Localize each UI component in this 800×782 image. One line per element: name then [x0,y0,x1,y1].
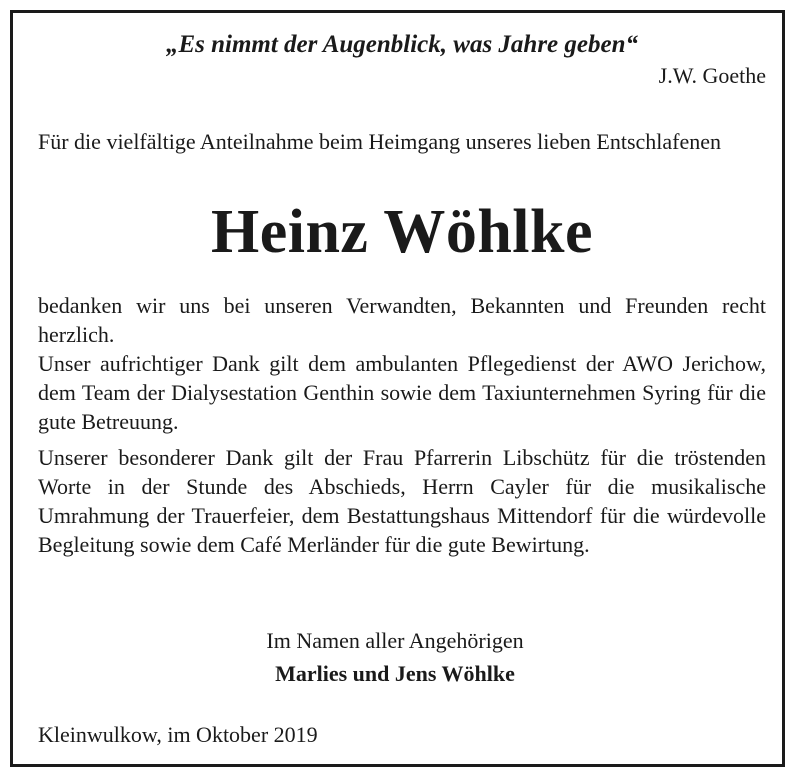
intro-text: Für die vielfältige Anteilnahme beim Heimgang unseres lieben Entschlafenen [38,129,722,154]
thanks-paragraph-1: bedanken wir uns bei unseren Verwandten, Bekannten und Freunden recht herzlich. [38,293,766,347]
place-and-date: Kleinwulkow, im Oktober 2019 [38,722,318,747]
quote-author: J.W. Goethe [658,63,766,88]
signer-names: Marlies und Jens Wöhlke [275,661,515,686]
deceased-name: Heinz Wöhlke [210,198,594,266]
thanks-paragraph-3: Unserer besonderer Dank gilt der Frau Pfarrerin Libschütz für die tröstenden Worte in der Stunde des Abschieds, Herrn Cayler für die musikalische Umrahmung der Trauerfeier, dem Bestattungshaus Mittendorf für die würdevolle Begleitung sowie dem Café Merländer für die gute Bewirtung. [38,445,766,557]
quote-text: „Es nimmt der Augenblick, was Jahre geben“ [165,31,639,58]
signoff-text: Im Namen aller Angehörigen [266,628,524,653]
thanks-paragraph-2: Unser aufrichtiger Dank gilt dem ambulanten Pflegedienst der AWO Jerichow, dem Team der Dialysestation Genthin sowie dem Taxiunternehmen Syring für die gute Betreuung. [38,351,766,434]
